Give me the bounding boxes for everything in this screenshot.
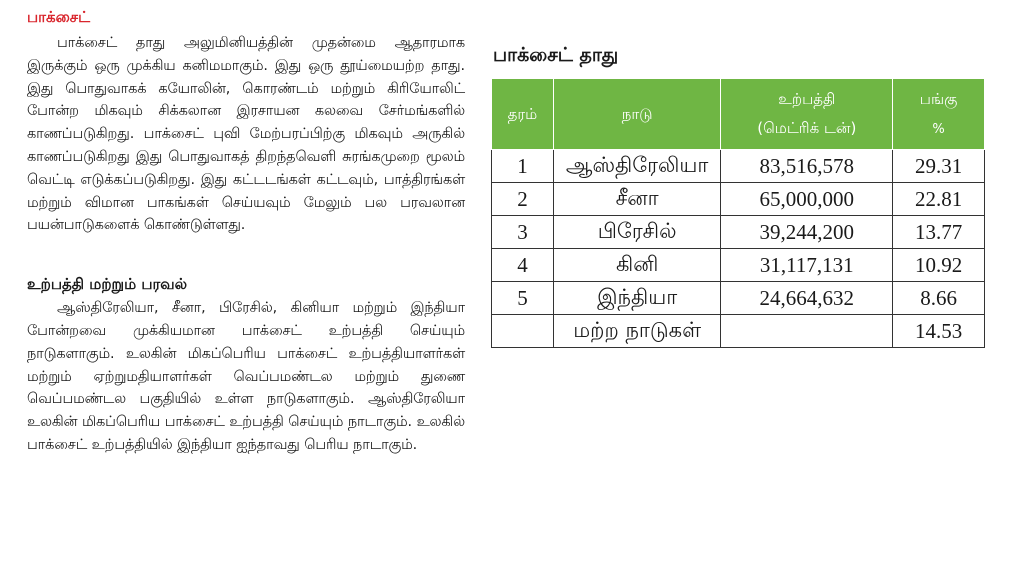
- production-description: ஆஸ்திரேலியா, சீனா, பிரேசில், கினியா மற்றும் இந்தியா போன்றவை முக்கியமான பாக்சைட் உற்பத்தி செய்யும் நாடுகளாகும். உலகின் மிகப்பெரிய பாக்சைட் உற்பத்தியாளர்கள் மற்றும் ஏற்றுமதியாளர்கள் வெப்பமண்டல மற்றும் துணை வெப்பமண்டல பகுதியில் உள்ள நாடுகளாகும். ஆஸ்திரேலியா உலகின் மிகப்பெரிய பாக்சைட் உற்பத்தி செய்யும் நாடாகும். உலகில் பாக்சைட் உற்பத்தியில் இந்தியா ஐந்தாவது பெரிய நாடாகும்.: [27, 300, 465, 453]
- cell-country: பிரேசில்: [553, 216, 721, 249]
- cell-country: ஆஸ்திரேலியா: [553, 150, 721, 183]
- section-heading-production: உற்பத்தி மற்றும் பரவல்: [27, 275, 188, 294]
- cell-country: இந்தியா: [553, 282, 721, 315]
- cell-rank: 4: [492, 249, 554, 282]
- header-production-unit: (மெட்ரிக் டன்): [757, 119, 857, 137]
- header-country: நாடு: [553, 79, 721, 150]
- cell-rank: 5: [492, 282, 554, 315]
- table-row: [492, 150, 985, 183]
- header-share: [893, 79, 985, 150]
- cell-production: 39,244,200: [721, 216, 893, 249]
- cell-share: 8.66: [893, 282, 985, 315]
- cell-production: 31,117,131: [721, 249, 893, 282]
- cell-production: 65,000,000: [721, 183, 893, 216]
- cell-rank: 2: [492, 183, 554, 216]
- table-row: [492, 315, 985, 348]
- cell-country: சீனா: [553, 183, 721, 216]
- cell-share: 10.92: [893, 249, 985, 282]
- bauxite-production-table: [491, 78, 985, 348]
- cell-production: 83,516,578: [721, 150, 893, 183]
- cell-production: 24,664,632: [721, 282, 893, 315]
- section-heading-bauxite: பாக்சைட்: [27, 8, 91, 26]
- header-rank: தரம்: [492, 79, 554, 150]
- table-row: [492, 282, 985, 315]
- table-title: பாக்சைட் தாது: [493, 44, 619, 66]
- cell-share: 14.53: [893, 315, 985, 348]
- cell-share: 22.81: [893, 183, 985, 216]
- cell-rank: 3: [492, 216, 554, 249]
- table-row: [492, 183, 985, 216]
- header-share-unit: %: [932, 121, 945, 137]
- cell-share: 13.77: [893, 216, 985, 249]
- cell-country: மற்ற நாடுகள்: [553, 315, 721, 348]
- table-header-row: [492, 79, 985, 150]
- table-section: [491, 42, 988, 348]
- cell-country: கினி: [553, 249, 721, 282]
- header-production: [721, 79, 893, 150]
- table-row: [492, 216, 985, 249]
- cell-production: [721, 315, 893, 348]
- table-row: [492, 249, 985, 282]
- header-share-label: பங்கு: [919, 89, 958, 108]
- cell-share: 29.31: [893, 150, 985, 183]
- text-column: [27, 6, 465, 457]
- cell-rank: [492, 315, 554, 348]
- header-production-label: உற்பத்தி: [778, 90, 836, 108]
- bauxite-description: பாக்சைட் தாது அலுமினியத்தின் முதன்மை ஆதாரமாக இருக்கும் ஒரு முக்கிய கனிமமாகும். இது ஒரு தூய்மையற்ற தாது. இது பொதுவாகக் கயோலின், கொரண்டம் மற்றும் கிரியோலிட் போன்ற மிகவும் சிக்கலான இரசாயன கலவை சேர்மங்களில் காணப்படுகிறது. பாக்சைட் புவி மேற்பரப்பிற்கு மிகவும் அருகில் காணப்படுகிறது இது பொதுவாகத் திறந்தவெளி சுரங்கமுறை மூலம் வெட்டி எடுக்கப்படுகிறது. இது கட்டடங்கள் கட்டவும், பாத்திரங்கள் மற்றும் விமான பாகங்கள் செய்யவும் மேலும் பல பரவலான பயன்பாடுகளைக் கொண்டுள்ளது.: [27, 35, 465, 234]
- cell-rank: 1: [492, 150, 554, 183]
